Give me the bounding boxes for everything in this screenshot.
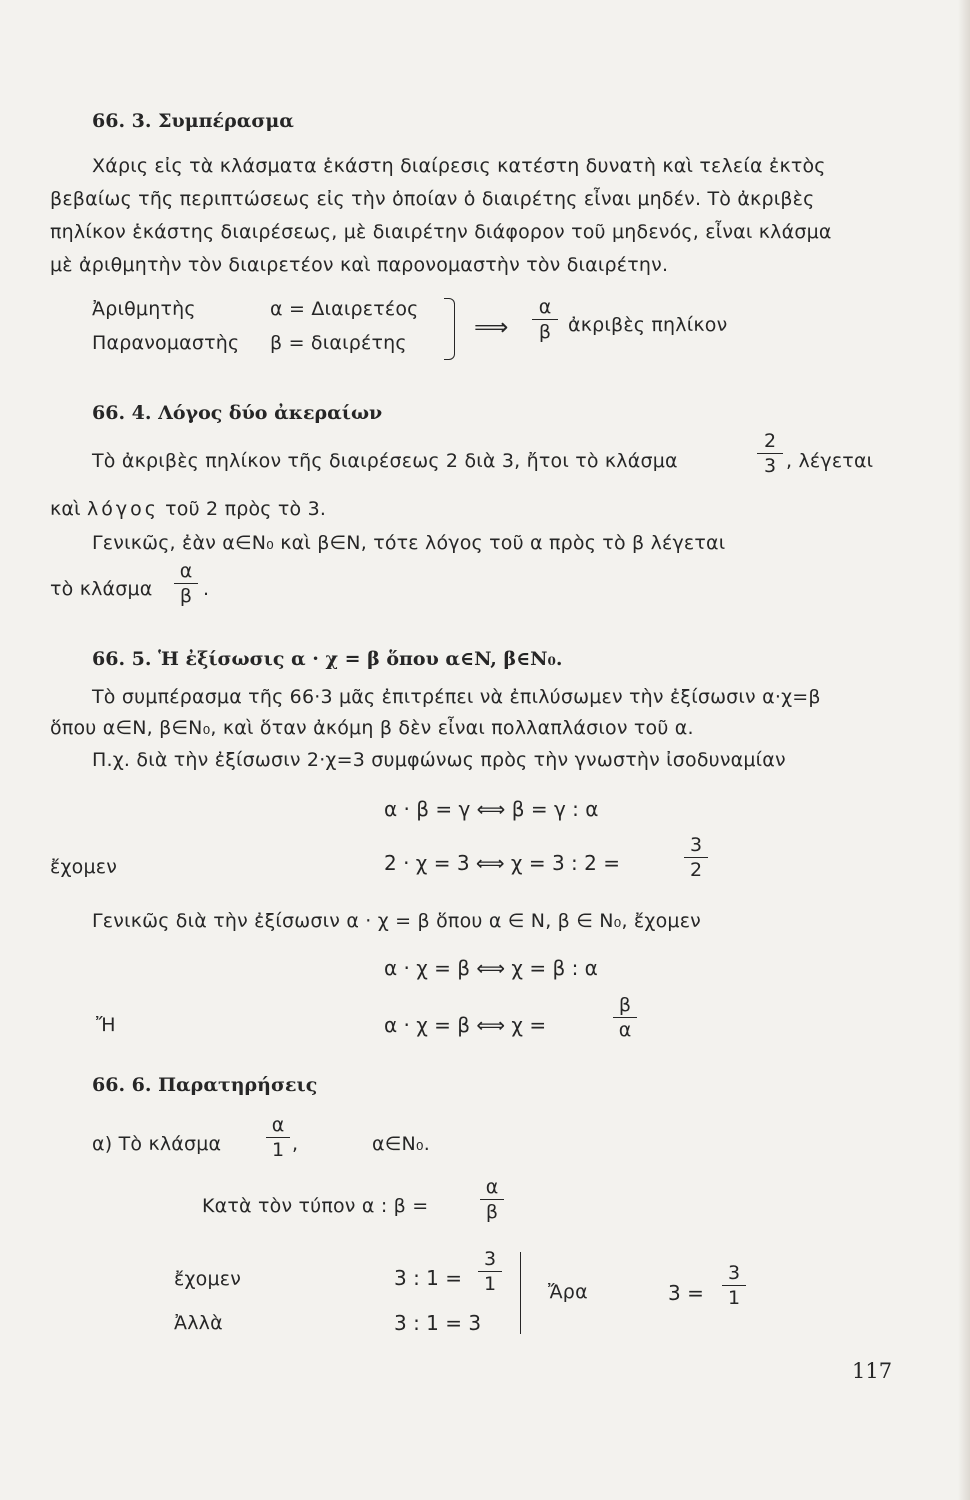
fraction-numerator: β: [618, 994, 632, 1016]
condition: α∈N₀.: [372, 1133, 430, 1155]
fraction-denominator: α: [618, 1019, 632, 1041]
fraction-alpha-beta: [480, 1176, 504, 1223]
fraction-three-over-one: [478, 1248, 502, 1295]
equation-general: α · χ = β ⟺ χ = β : α: [384, 956, 598, 980]
paragraph-line: [50, 498, 326, 520]
fraction-denominator: β: [538, 321, 552, 343]
fraction-numerator: 2: [763, 430, 777, 452]
label-echomen: ἔχομεν: [174, 1268, 242, 1290]
label-or: Ἤ: [96, 1014, 116, 1036]
label-echomen: ἔχομεν: [50, 856, 118, 878]
fraction-numerator: α: [538, 296, 552, 318]
fraction-numerator: α: [271, 1114, 285, 1136]
fraction-alpha-one: [266, 1114, 290, 1161]
paragraph-line: ὅπου α∈N, β∈N₀, καὶ ὅταν ἀκόμη β δὲν εἶναι πολλαπλάσιον τοῦ α.: [50, 717, 694, 739]
equation-example: 2 · χ = 3 ⟺ χ = 3 : 2 =: [384, 851, 620, 875]
fraction-three-halves: [684, 834, 708, 881]
text-fragment: καὶ: [50, 498, 81, 520]
fraction-numerator: 3: [483, 1248, 497, 1270]
paragraph-line: τὸ κλάσμα: [50, 578, 153, 600]
fraction-three-over-one: [722, 1262, 746, 1309]
separator-line: [520, 1252, 521, 1334]
paragraph-line: μὲ ἀριθμητὴν τὸν διαιρετέον καὶ παρονομαστὴν τὸν διαιρέτην.: [50, 254, 669, 276]
section-heading-66-5: 66. 5. Ἡ ἐξίσωσις α · χ = β ὅπου α∈N, β∈N₀.: [92, 648, 563, 670]
paragraph-line: πηλίκον ἑκάστης διαιρέσεως, μὲ διαιρέτην διάφορον τοῦ μηδενός, εἶναι κλάσμα: [50, 221, 832, 243]
formula-text: Κατὰ τὸν τύπον α : β =: [202, 1195, 429, 1217]
equivalence-formula: α · β = γ ⟺ β = γ : α: [384, 797, 599, 821]
paragraph-line: Γενικῶς διὰ τὴν ἐξίσωσιν α · χ = β ὅπου α ∈ N, β ∈ N₀, ἔχομεν: [92, 910, 701, 932]
right-brace: [444, 298, 455, 360]
fraction-denominator: 1: [483, 1273, 497, 1295]
denominator-label: Παρανομαστὴς: [92, 332, 240, 354]
period: .: [203, 578, 210, 600]
denominator-definition: β = διαιρέτης: [270, 332, 407, 354]
section-heading-66-4: 66. 4. Λόγος δύο ἀκεραίων: [92, 402, 383, 424]
paragraph-line: Χάρις εἰς τὰ κλάσματα ἑκάστη διαίρεσις κατέστη δυνατὴ καὶ τελεία ἐκτὸς: [92, 155, 826, 177]
paragraph-line: Π.χ. διὰ τὴν ἐξίσωσιν 2·χ=3 συμφώνως πρὸς τὴν γνωστὴν ἰσοδυναμίαν: [92, 749, 786, 771]
label-alla: Ἀλλὰ: [174, 1312, 223, 1334]
equation-general-fraction: α · χ = β ⟺ χ =: [384, 1013, 547, 1037]
paragraph-line-end: , λέγεται: [786, 450, 874, 472]
fraction-numerator: α: [485, 1176, 499, 1198]
spaced-term: λόγος: [87, 498, 159, 520]
fraction-denominator: β: [179, 585, 193, 607]
paragraph-line: Τὸ ἀκριβὲς πηλίκον τῆς διαιρέσεως 2 διὰ 3, ἤτοι τὸ κλάσμα: [92, 450, 678, 472]
item-a-text: α) Τὸ κλάσμα: [92, 1133, 222, 1155]
equation-division-result: 3 : 1 = 3: [394, 1311, 482, 1335]
fraction-alpha-beta: [532, 296, 558, 343]
numerator-definition: α = Διαιρετέος: [270, 298, 419, 320]
equation-division: 3 : 1 =: [394, 1266, 463, 1290]
paragraph-line: Τὸ συμπέρασμα τῆς 66·3 μᾶς ἐπιτρέπει νὰ ἐπιλύσωμεν τὴν ἐξίσωσιν α·χ=β: [92, 686, 821, 708]
page-edge-shadow: [958, 0, 970, 1500]
numerator-label: Ἀριθμητὴς: [92, 298, 196, 320]
exact-quotient-label: ἀκριβὲς πηλίκον: [568, 314, 728, 336]
fraction-alpha-beta: [174, 560, 198, 607]
fraction-denominator: 1: [271, 1139, 285, 1161]
fraction-numerator: 3: [727, 1262, 741, 1284]
label-ara: Ἄρα: [548, 1281, 588, 1303]
fraction-denominator: 2: [689, 859, 703, 881]
page-number: 117: [852, 1359, 893, 1383]
section-heading-66-3: 66. 3. Συμπέρασμα: [92, 110, 294, 132]
paragraph-line: Γενικῶς, ἐὰν α∈N₀ καὶ β∈N, τότε λόγος τοῦ α πρὸς τὸ β λέγεται: [92, 532, 726, 554]
paragraph-line: βεβαίως τῆς περιπτώσεως εἰς τὴν ὁποίαν ὁ διαιρέτης εἶναι μηδέν. Τὸ ἀκριβὲς: [50, 188, 815, 210]
fraction-beta-alpha: [613, 994, 637, 1041]
fraction-two-thirds: [757, 430, 783, 477]
conclusion-equation: 3 =: [668, 1281, 704, 1305]
text-fragment: τοῦ 2 πρὸς τὸ 3.: [165, 498, 327, 520]
fraction-denominator: β: [485, 1201, 499, 1223]
implies-arrow: ⟹: [474, 313, 509, 341]
fraction-numerator: α: [179, 560, 193, 582]
fraction-denominator: 3: [763, 455, 777, 477]
comma: ,: [292, 1133, 299, 1155]
fraction-numerator: 3: [689, 834, 703, 856]
fraction-denominator: 1: [727, 1287, 741, 1309]
section-heading-66-6: 66. 6. Παρατηρήσεις: [92, 1074, 318, 1096]
